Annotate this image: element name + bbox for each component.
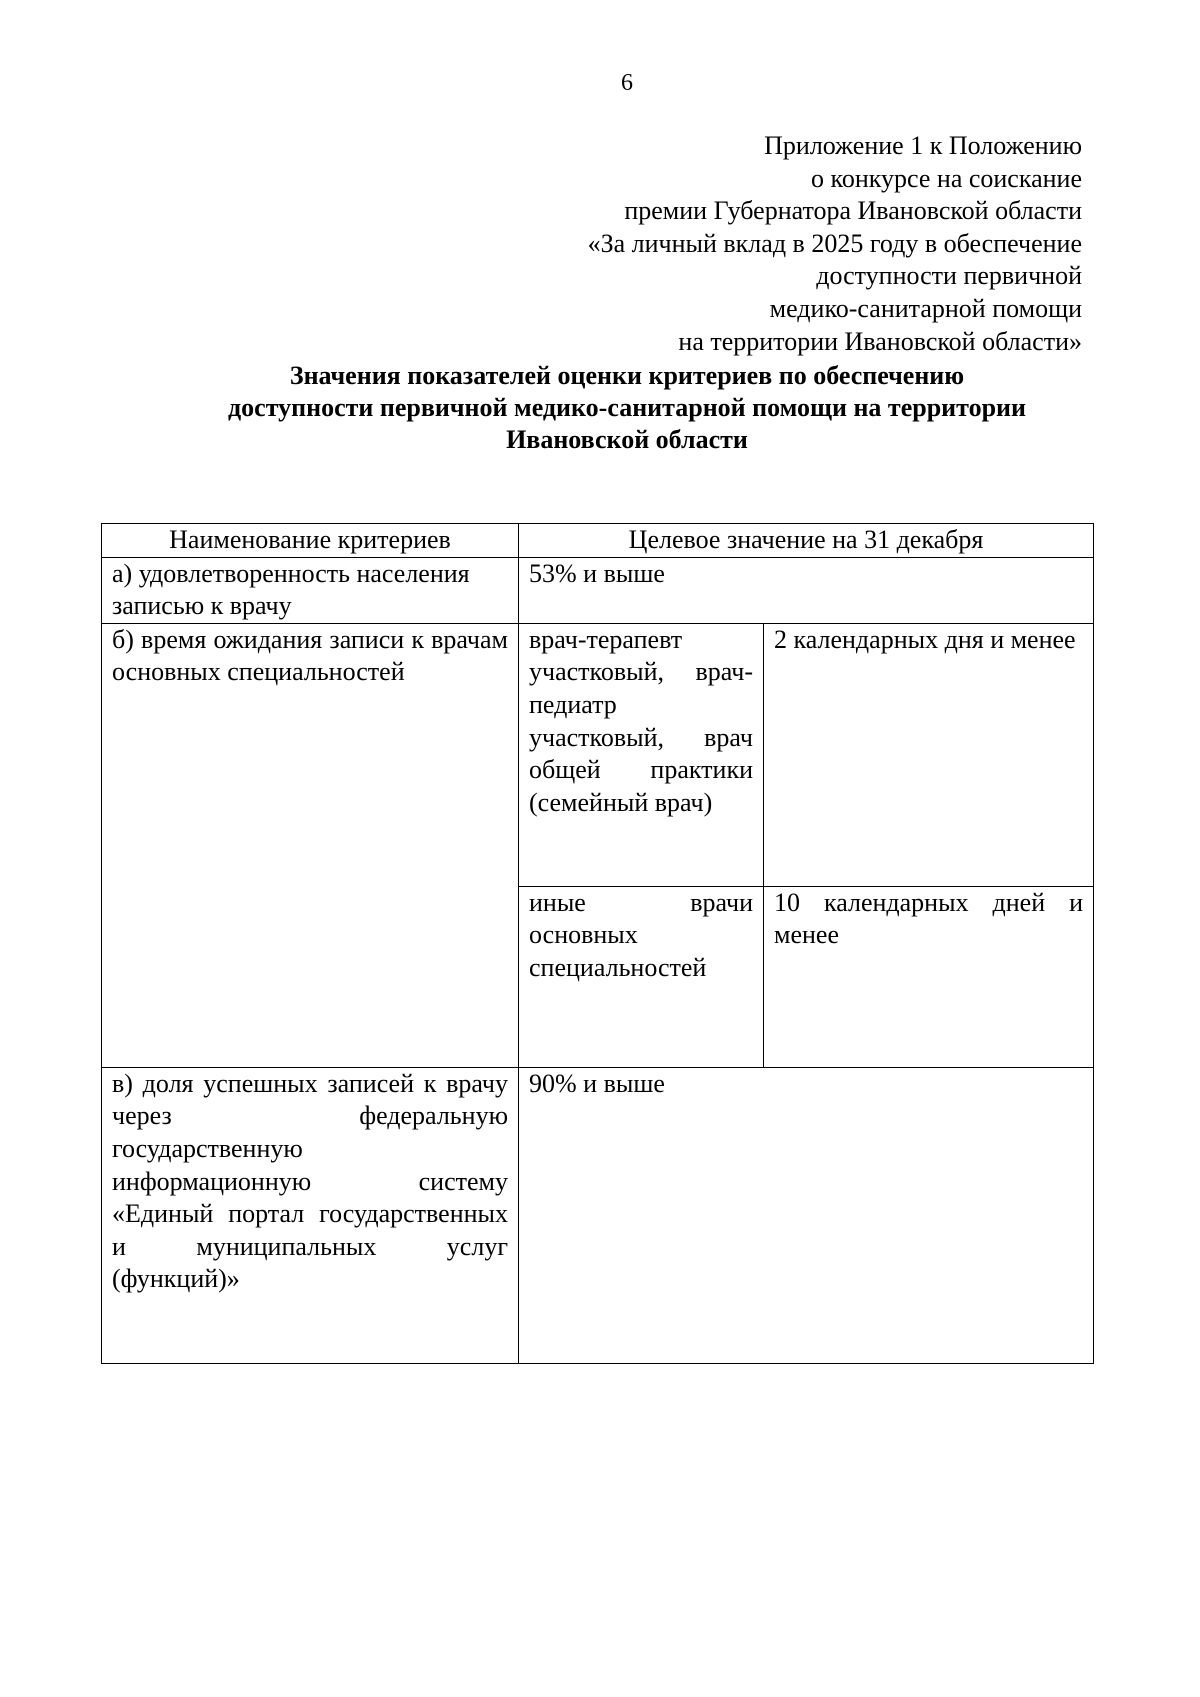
target-a: 53% и выше: [519, 557, 1094, 623]
appendix-line: премии Губернатора Ивановской области: [624, 196, 1082, 226]
page-number: 6: [621, 70, 633, 96]
target-b1: 2 календарных дня и менее: [764, 623, 1094, 886]
target-b2: 10 календарных дней и менее: [764, 886, 1094, 1067]
criterion-b: б) время ожидания записи к врачам основных специальностей: [102, 623, 519, 1067]
criterion-a: а) удовлетворенность населения записью к врачу: [102, 557, 519, 623]
specialist-b1: врач-терапевт участковый, врач-педиатр участковый, врач общей практики (семейный врач): [519, 623, 764, 886]
criterion-c: в) доля успешных записей к врачу через федеральную государственную информационную систему «Единый портал государственных и муниципальных услуг (функций)»: [102, 1067, 519, 1363]
title-line: Ивановской области: [506, 425, 748, 454]
table-row: [102, 623, 1094, 886]
title-line: Значения показателей оценки критериев по обеспечению: [289, 361, 965, 390]
appendix-line: медико-санитарной помощи: [769, 293, 1082, 323]
appendix-line: доступности первичной: [816, 261, 1082, 291]
header-criteria-name: Наименование критериев: [102, 524, 519, 558]
appendix-line: о конкурсе на соискание: [811, 163, 1082, 193]
criteria-table: [101, 523, 1094, 1364]
target-c: 90% и выше: [519, 1067, 1094, 1363]
table-row: [102, 557, 1094, 623]
title-line: доступности первичной медико-санитарной помощи на территории: [228, 393, 1026, 422]
document-title: [100, 360, 1154, 456]
table-row: [102, 1067, 1094, 1363]
header-target-value: Целевое значение на 31 декабря: [519, 524, 1094, 558]
appendix-line: «За личный вклад в 2025 году в обеспечение: [587, 228, 1082, 258]
appendix-line: на территории Ивановской области»: [678, 326, 1082, 356]
specialist-b2: иные врачи основных специальностей: [519, 886, 764, 1067]
appendix-line: Приложение 1 к Положению: [764, 131, 1082, 160]
table-header-row: [102, 524, 1094, 558]
appendix-reference: [482, 130, 1082, 358]
